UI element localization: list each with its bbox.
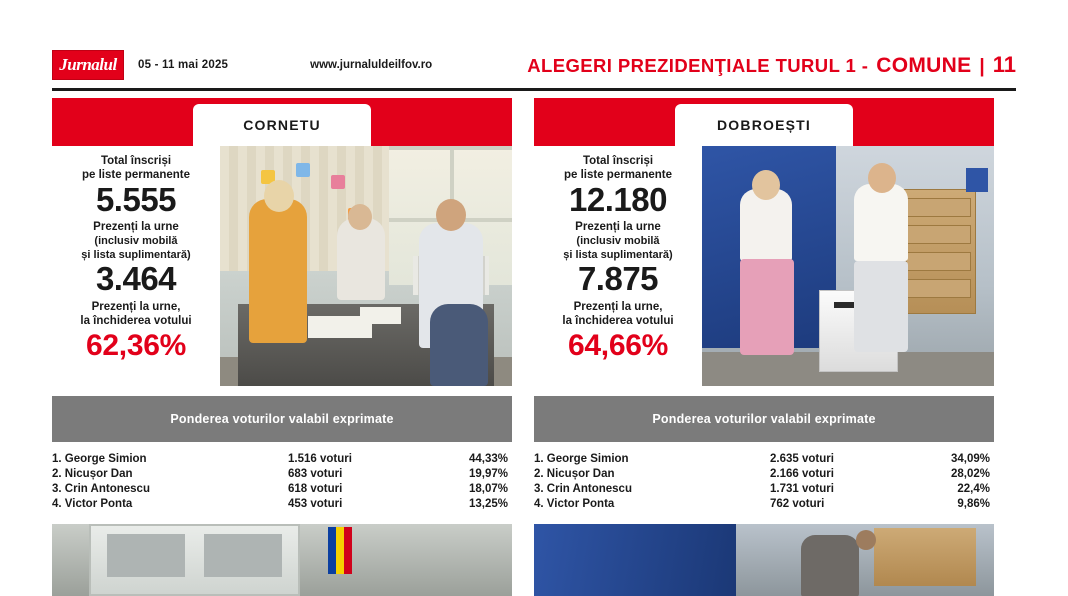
- table-row: [52, 481, 512, 496]
- candidate-name: 2. Nicușor Dan: [52, 467, 133, 480]
- locality-name: CORNETU: [243, 117, 321, 133]
- masthead: [52, 48, 1016, 82]
- turnout-label-line3: și lista suplimentară): [81, 248, 191, 261]
- registered-value: 12.180: [569, 180, 667, 218]
- jurnalul-logo: Jurnalul: [52, 50, 124, 80]
- candidate-votes: 1.731 voturi: [770, 482, 834, 495]
- headline-separator: |: [979, 56, 985, 77]
- table-row: [52, 466, 512, 481]
- table-row: [52, 451, 512, 466]
- table-row: [534, 466, 994, 481]
- turnout-label-line2: (inclusiv mobilă: [94, 234, 178, 247]
- turnout-label-line1: Prezenți la urne: [575, 221, 661, 234]
- results-subbanner: [52, 396, 512, 442]
- candidate-percent: 19,97%: [468, 467, 508, 480]
- candidate-percent: 9,86%: [957, 498, 990, 511]
- registered-label-line2: pe liste permanente: [563, 169, 672, 182]
- candidate-votes: 618 voturi: [288, 482, 343, 495]
- polling-station-photo: [220, 146, 512, 386]
- candidate-name: 3. Crin Antonescu: [52, 482, 150, 495]
- turnout-value: 3.464: [95, 260, 177, 298]
- headline-bold: COMUNE: [876, 54, 972, 77]
- stats-box: [534, 146, 702, 386]
- candidate-name: 3. Crin Antonescu: [534, 482, 632, 495]
- locality-name-tab: [193, 104, 371, 146]
- table-row: [534, 481, 994, 496]
- stats-box: [52, 146, 220, 386]
- results-subbanner-label: Ponderea voturilor valabil exprimate: [652, 412, 876, 426]
- section-headline: [527, 52, 1016, 78]
- polling-station-photo: [702, 146, 994, 386]
- results-table: [534, 442, 994, 512]
- issue-date: 05 - 11 mai 2025: [138, 59, 229, 71]
- table-row: [534, 451, 994, 466]
- candidate-name: 4. Victor Ponta: [52, 498, 133, 511]
- table-row: [534, 497, 994, 512]
- turnout-label-line2: (inclusiv mobilă: [576, 234, 660, 247]
- candidate-votes: 683 voturi: [288, 467, 343, 480]
- candidate-percent: 18,07%: [468, 482, 508, 495]
- candidate-votes: 1.516 voturi: [288, 452, 352, 465]
- percent-label-line2: la închiderea votului: [80, 315, 192, 328]
- secondary-photo: [52, 524, 512, 596]
- turnout-percent-value: 64,66%: [568, 328, 668, 362]
- candidate-votes: 453 voturi: [288, 498, 343, 511]
- stats-and-photo: [52, 146, 512, 386]
- percent-label-line1: Prezenți la urne,: [573, 300, 663, 313]
- candidate-percent: 28,02%: [950, 467, 990, 480]
- stats-and-photo: [534, 146, 994, 386]
- candidate-name: 1. George Simion: [534, 452, 629, 465]
- secondary-photo: [534, 524, 994, 596]
- results-table: [52, 442, 512, 512]
- candidate-percent: 34,09%: [950, 452, 990, 465]
- turnout-value: 7.875: [577, 260, 659, 298]
- candidate-votes: 2.166 voturi: [770, 467, 834, 480]
- candidate-votes: 2.635 voturi: [770, 452, 834, 465]
- turnout-label-line1: Prezenți la urne: [93, 221, 179, 234]
- registered-label-line2: pe liste permanente: [81, 169, 190, 182]
- locality-block-cornetu: [52, 98, 512, 596]
- candidate-name: 2. Nicușor Dan: [534, 467, 615, 480]
- percent-label-line1: Prezenți la urne,: [91, 300, 181, 313]
- locality-banner: [534, 98, 994, 146]
- registered-value: 5.555: [95, 180, 177, 218]
- header-divider: [52, 88, 1016, 91]
- results-subbanner: [534, 396, 994, 442]
- candidate-percent: 22,4%: [957, 482, 990, 495]
- candidate-name: 4. Victor Ponta: [534, 498, 615, 511]
- candidate-percent: 13,25%: [468, 498, 508, 511]
- registered-label-line1: Total înscriși: [100, 155, 172, 167]
- headline-main: ALEGERI PREZIDENŢIALE TURUL 1 -: [527, 55, 869, 76]
- locality-name-tab: [675, 104, 853, 146]
- percent-label-line2: la închiderea votului: [562, 315, 674, 328]
- locality-name: DOBROEȘTI: [716, 117, 812, 133]
- candidate-votes: 762 voturi: [770, 498, 825, 511]
- registered-label-line1: Total înscriși: [582, 155, 654, 167]
- results-subbanner-label: Ponderea voturilor valabil exprimate: [170, 412, 394, 426]
- locality-block-dobroesti: [534, 98, 994, 596]
- turnout-percent-value: 62,36%: [86, 328, 186, 362]
- turnout-label-line3: și lista suplimentară): [563, 248, 673, 261]
- website-url[interactable]: www.jurnaluldeilfov.ro: [310, 59, 433, 71]
- candidate-name: 1. George Simion: [52, 452, 147, 465]
- page-number: 11: [992, 52, 1016, 77]
- locality-banner: [52, 98, 512, 146]
- candidate-percent: 44,33%: [468, 452, 508, 465]
- table-row: [52, 497, 512, 512]
